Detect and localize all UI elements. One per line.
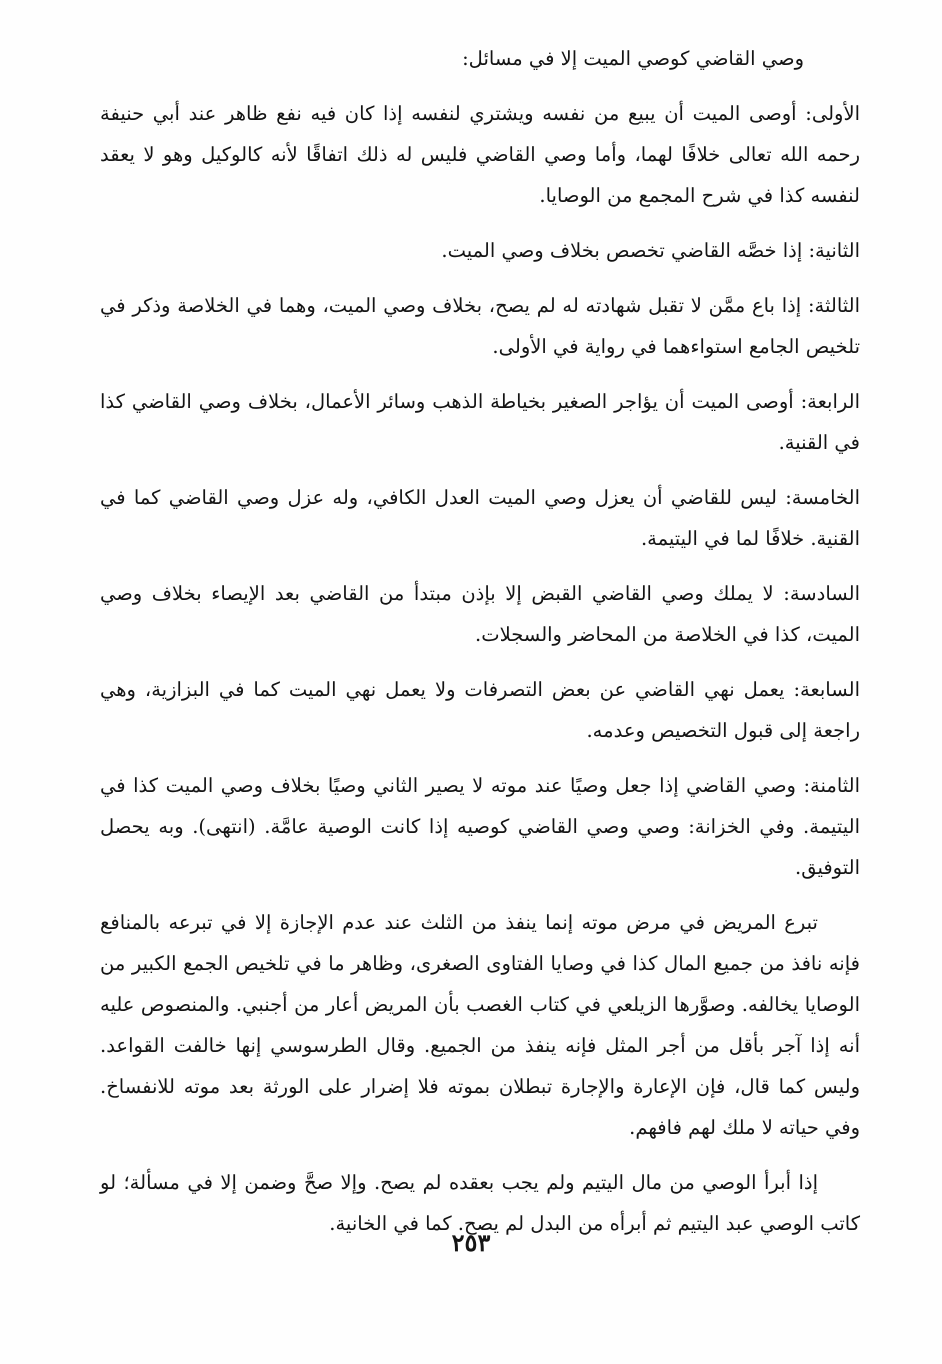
issue-5-text: ليس للقاضي أن يعزل وصي الميت العدل الكافي، وله عزل وصي القاضي كما في القنية. خلافًا لما في اليتيمة. bbox=[100, 486, 860, 550]
issue-8-label: الثامنة: bbox=[803, 774, 861, 797]
issue-6-text: لا يملك وصي القاضي القبض إلا بإذن مبتدأ من القاضي بعد الإيصاء بخلاف وصي الميت، كذا في الخلاصة من المحاضر والسجلات. bbox=[100, 582, 860, 646]
issue-7-text: يعمل نهي القاضي عن بعض التصرفات ولا يعمل نهي الميت كما في البزازية، وهي راجعة إلى قبول التخصيص وعدمه. bbox=[100, 678, 860, 742]
issue-2-label: الثانية: bbox=[808, 239, 860, 262]
issue-1-paragraph bbox=[100, 93, 860, 216]
issue-3-label: الثالثة: bbox=[807, 294, 861, 317]
issue-4-paragraph bbox=[100, 381, 860, 463]
issue-8-paragraph bbox=[100, 765, 860, 888]
issue-6-paragraph bbox=[100, 573, 860, 655]
issue-4-text: أوصى الميت أن يؤاجر الصغير بخياطة الذهب وسائر الأعمال، بخلاف وصي القاضي كذا في القنية. bbox=[100, 390, 860, 454]
issue-3-paragraph bbox=[100, 285, 860, 367]
issue-1-label: الأولى: bbox=[805, 102, 860, 125]
issue-5-label: الخامسة: bbox=[785, 486, 860, 509]
donation-text: تبرع المريض في مرض موته إنما ينفذ من الثلث عند عدم الإجازة إلا في تبرعه بالمنافع فإنه نافذ من جميع المال كذا في وصايا الفتاوى الصغرى، وظاهر ما في تلخيص الجمع الكبير من الوصايا يخالفه. وصوَّرها الزيلعي في كتاب الغصب بأن المريض أعار من أجنبي. والمنصوص عليه أنه إذا آجر بأقل من أجر المثل فإنه ينفذ من الجميع. وقال الطرسوسي إنها خالفت القواعد. وليس كما قال، فإن الإعارة والإجارة تبطلان بموته فلا إضرار على الورثة بعد موته للانفساخ. وفي حياته لا ملك لهم فافهم. bbox=[100, 911, 860, 1139]
issue-2-paragraph bbox=[100, 230, 860, 271]
release-text: إذا أبرأ الوصي من مال اليتيم ولم يجب بعقده لم يصح. وإلا صحَّ وضمن إلا في مسألة؛ لو كاتب الوصي عبد اليتيم ثم أبرأه من البدل لم يصح. كما في الخانية. bbox=[100, 1171, 860, 1235]
issue-3-text: إذا باع ممَّن لا تقبل شهادته له لم يصح، بخلاف وصي الميت، وهما في الخلاصة وذكر في تلخيص الجامع استواءهما في رواية في الأولى. bbox=[100, 294, 860, 358]
issue-1-text: أوصى الميت أن يبيع من نفسه ويشتري لنفسه إذا كان فيه نفع ظاهر عند أبي حنيفة رحمه الله تعالى خلافًا لهما، وأما وصي القاضي فليس له ذلك اتفاقًا لأنه كالوكيل وهو لا يعقد لنفسه كذا في شرح المجمع من الوصايا. bbox=[100, 102, 860, 207]
issue-6-label: السادسة: bbox=[783, 582, 861, 605]
donation-paragraph bbox=[100, 902, 860, 1148]
opening-line bbox=[100, 38, 860, 79]
issue-5-paragraph bbox=[100, 477, 860, 559]
page-number: ٢٥٣ bbox=[451, 1228, 491, 1257]
issue-4-label: الرابعة: bbox=[800, 390, 860, 413]
issue-8-text: وصي القاضي إذا جعل وصيًا عند موته لا يصير الثاني وصيًا بخلاف وصي الميت كذا في اليتيمة. وفي الخزانة: وصي وصي القاضي كوصيه إذا كانت الوصية عامَّة. (انتهى). وبه يحصل التوفيق. bbox=[100, 774, 860, 879]
issue-7-label: السابعة: bbox=[793, 678, 861, 701]
opening-text: وصي القاضي كوصي الميت إلا في مسائل: bbox=[462, 47, 804, 70]
issue-2-text: إذا خصَّه القاضي تخصص بخلاف وصي الميت. bbox=[441, 239, 803, 262]
issue-7-paragraph bbox=[100, 669, 860, 751]
